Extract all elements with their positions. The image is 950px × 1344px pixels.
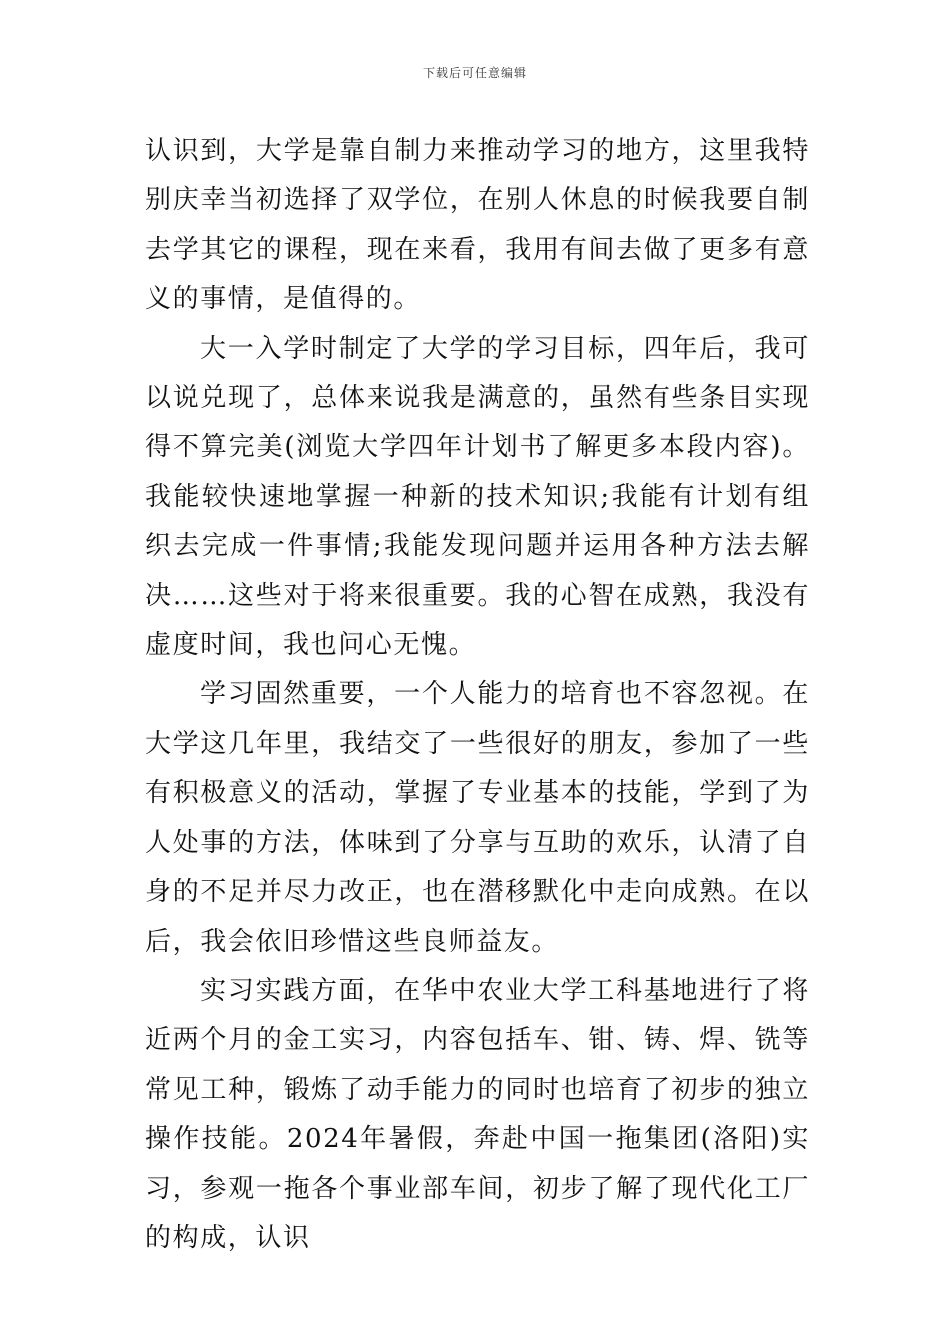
document-body <box>145 127 810 1263</box>
paragraph-3: 学习固然重要，一个人能力的培育也不容忽视。在大学这几年里，我结交了一些很好的朋友，参加了一些有积极意义的活动，掌握了专业基本的技能，学到了为人处事的方法，体味到了分享与互助的欢乐，认清了自身的不足并尽力改正，也在潜移默化中走向成熟。在以后，我会依旧珍惜这些良师益友。 <box>145 679 810 957</box>
paragraph-4: 实习实践方面，在华中农业大学工科基地进行了将近两个月的金工实习，内容包括车、钳、铸、焊、铣等常见工种，锻炼了动手能力的同时也培育了初步的独立操作技能。2024年暑假，奔赴中国一拖集团(洛阳)实习，参观一拖各个事业部车间，初步了解了现代化工厂的构成，认识 <box>145 975 810 1253</box>
header-note: 下载后可任意编辑 <box>422 66 527 80</box>
paragraph-1: 认识到，大学是靠自制力来推动学习的地方，这里我特别庆幸当初选择了双学位，在别人休息的时候我要自制去学其它的课程，现在来看，我用有间去做了更多有意义的事情，是值得的。 <box>145 136 810 315</box>
paragraph-2: 大一入学时制定了大学的学习目标，四年后，我可以说兑现了，总体来说我是满意的，虽然有些条目实现得不算完美(浏览大学四年计划书了解更多本段内容)。我能较快速地掌握一种新的技术知识;我能有计划有组织去完成一件事情;我能发现问题并运用各种方法去解决……这些对于将来很重要。我的心智在成熟，我没有虚度时间，我也问心无愧。 <box>145 333 810 661</box>
